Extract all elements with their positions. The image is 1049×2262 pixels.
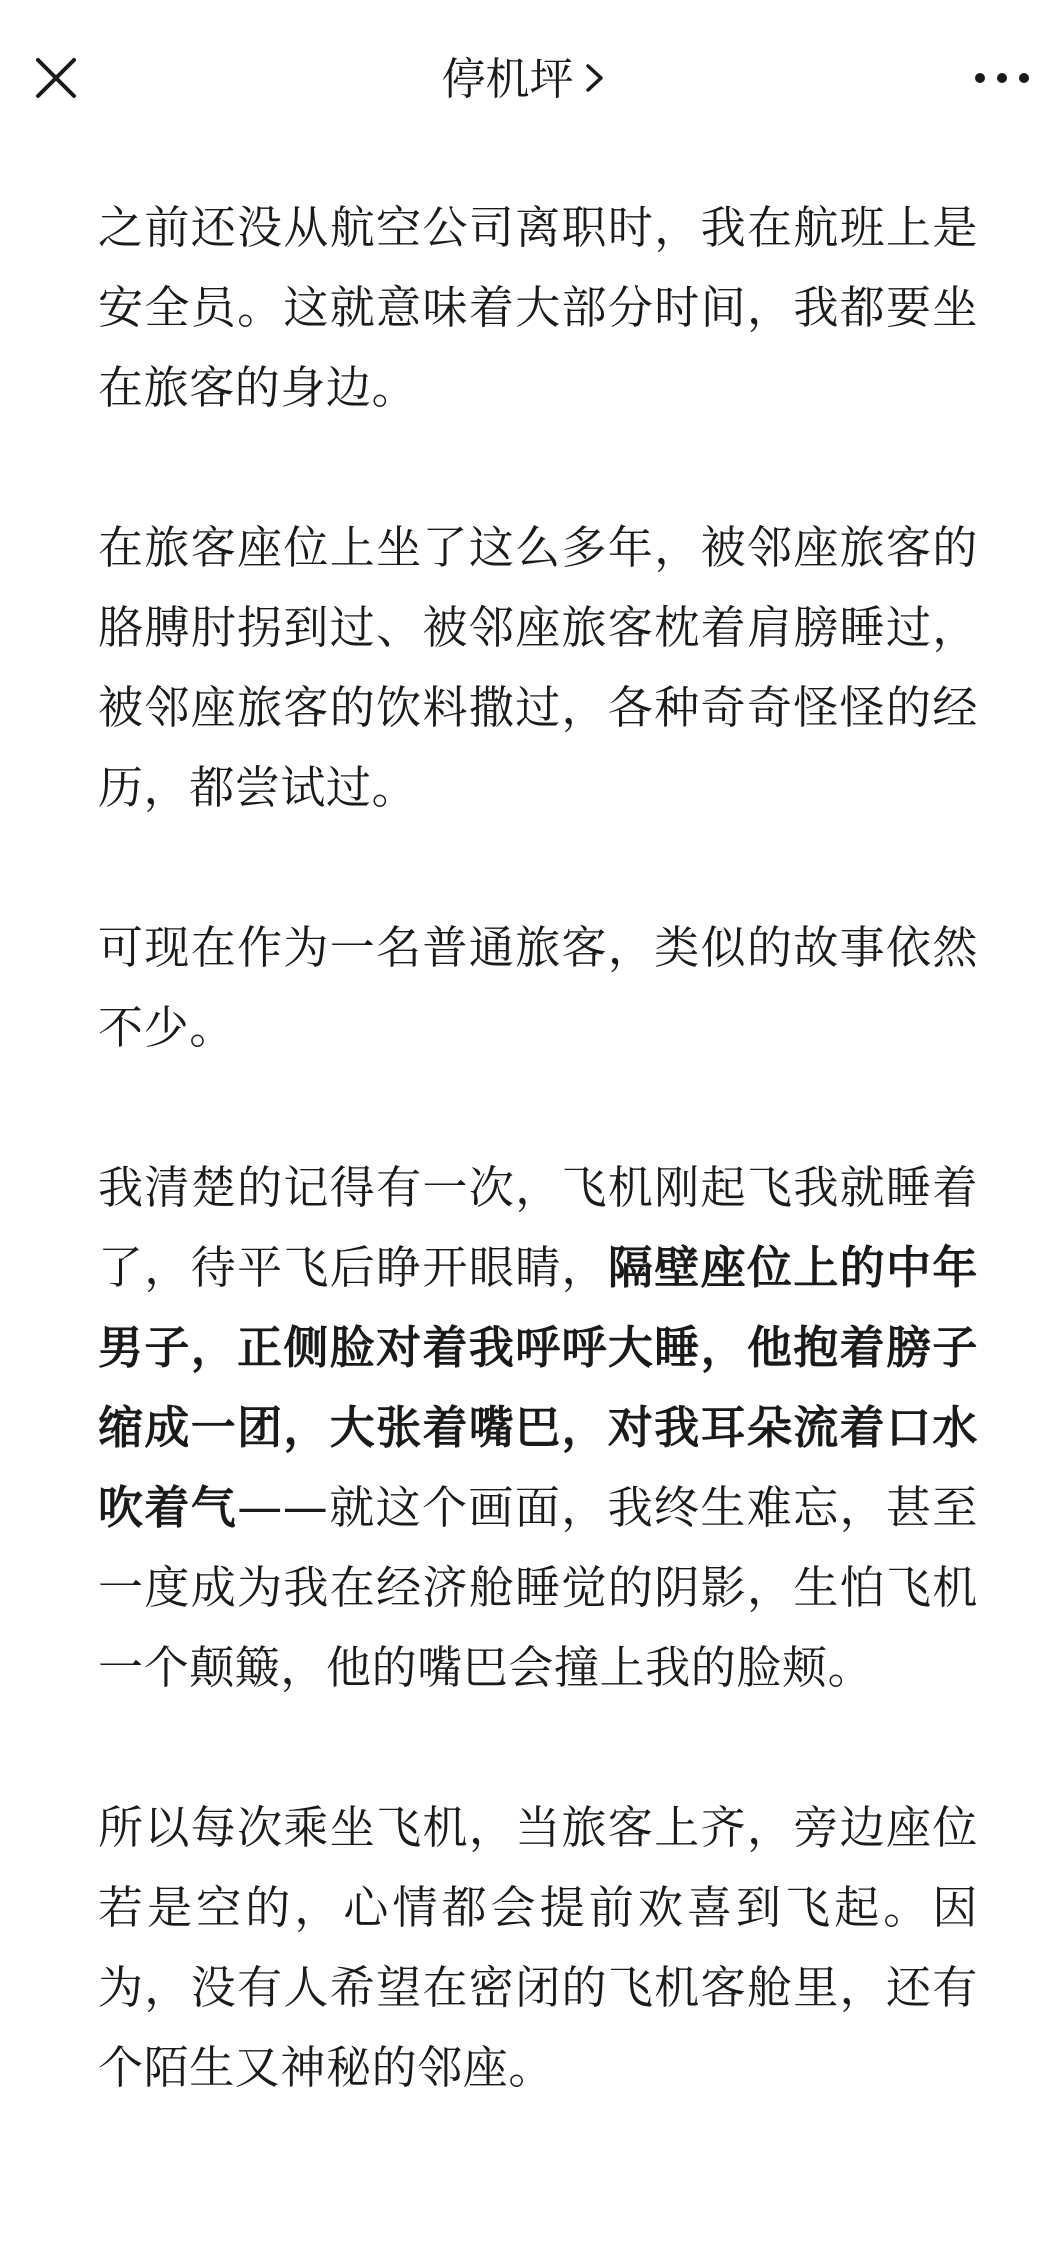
paragraph-1: 之前还没从航空公司离职时，我在航班上是安全员。这就意味着大部分时间，我都要坐在旅客的身边。	[98, 201, 978, 414]
paragraph-2: 在旅客座位上坐了这么多年，被邻座旅客的胳膊肘拐到过、被邻座旅客枕着肩膀睡过，被邻座旅客的饮料撒过，各种奇奇怪怪的经历，都尝试过。	[98, 521, 978, 814]
paragraph-4	[98, 1148, 978, 1708]
page-title: 停机坪	[441, 54, 574, 105]
paragraph-4-rest: ——就这个画面，我终生难忘，甚至一度成为我在经济舱睡觉的阴影，生怕飞机一个颠簸，他的嘴巴会撞上我的脸颊。	[98, 1481, 978, 1694]
paragraph-5: 所以每次乘坐飞机，当旅客上齐，旁边座位若是空的，心情都会提前欢喜到飞起。因为，没有人希望在密闭的飞机客舱里，还有个陌生又神秘的邻座。	[98, 1801, 978, 2094]
paragraph-3: 可现在作为一名普通旅客，类似的故事依然不少。	[98, 921, 978, 1054]
page-title-link[interactable]	[0, 52, 1049, 108]
paragraph-4-intro: 我清楚的记得有一次，飞机刚起飞我就睡着了，待平飞后睁开眼睛，	[98, 1161, 978, 1294]
more-horizontal-icon[interactable]	[972, 64, 1032, 92]
paragraph-4-bold: 隔壁座位上的中年男子，正侧脸对着我呼呼大睡，他抱着膀子缩成一团，大张着嘴巴，对我耳朵流着口水吹着气	[98, 1241, 978, 1534]
navigation-bar	[0, 0, 1049, 150]
chevron-right-icon	[582, 60, 608, 96]
article-body	[98, 188, 978, 2188]
